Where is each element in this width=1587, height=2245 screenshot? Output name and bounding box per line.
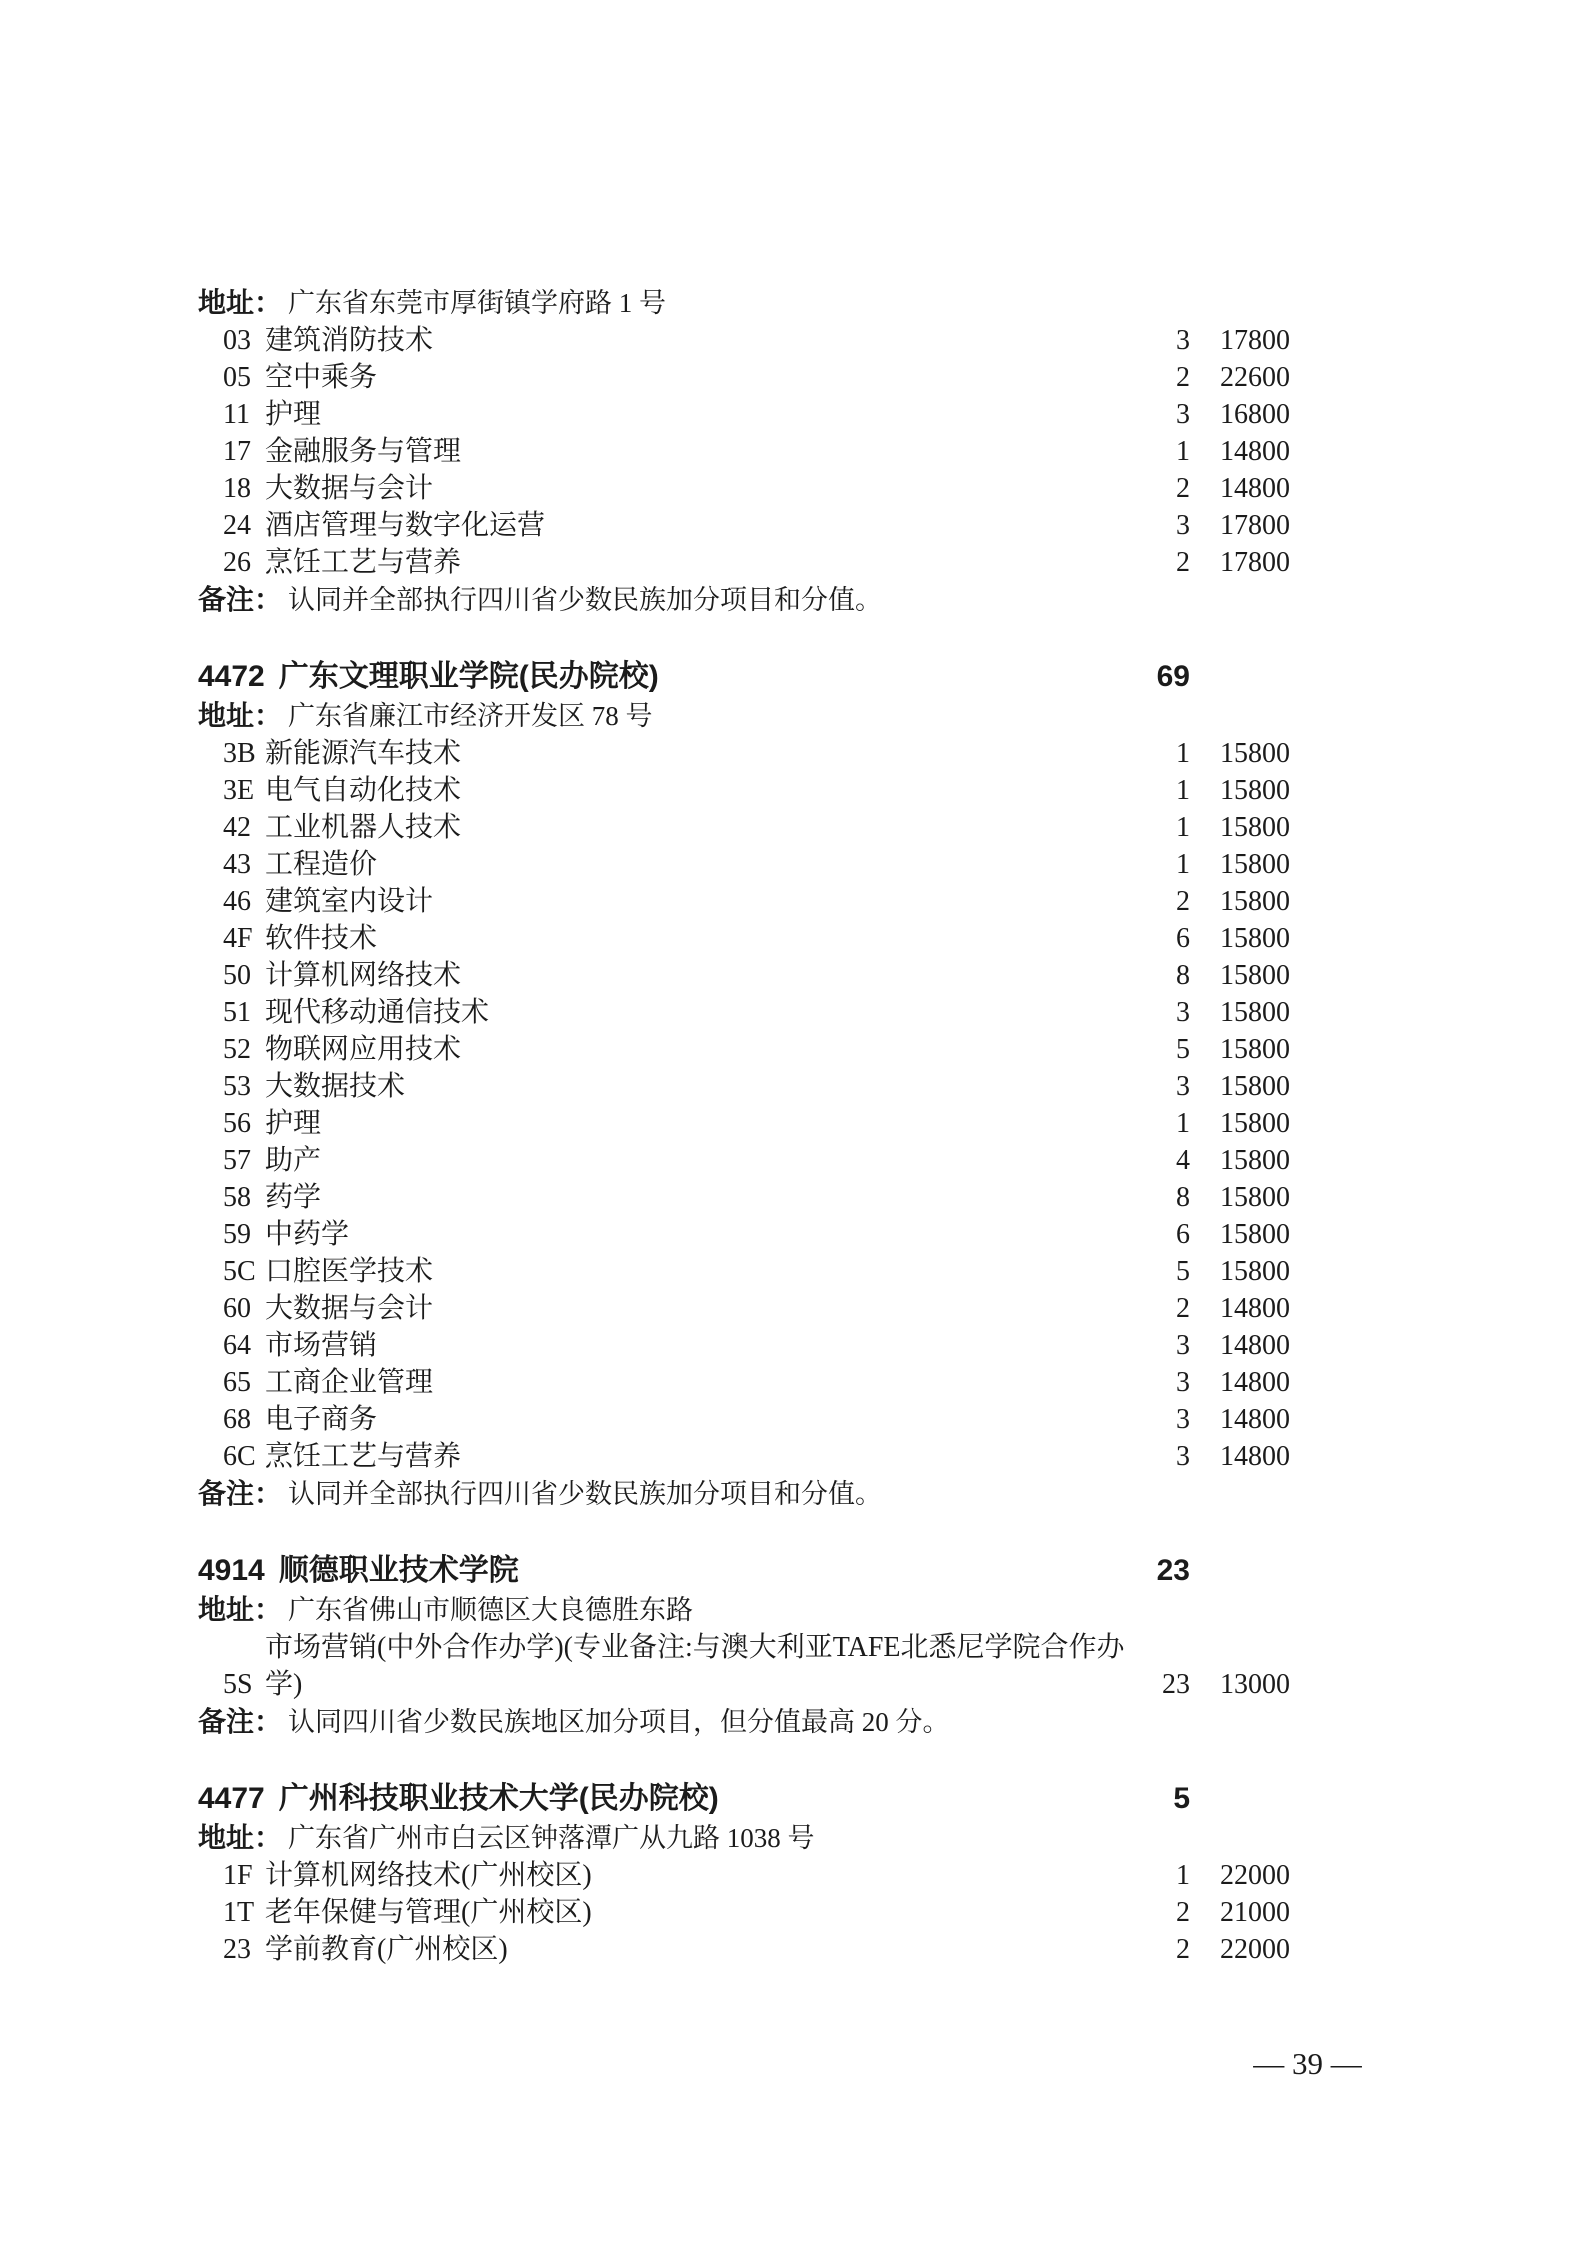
program-quota: 1: [1176, 1108, 1190, 1139]
program-code: 03: [223, 325, 251, 356]
program-fee: 15800: [1220, 923, 1290, 954]
program-list: [198, 322, 1290, 581]
program-row: [198, 809, 1290, 846]
program-name: 空中乘务: [265, 362, 378, 393]
program-fee: 14800: [1220, 473, 1290, 504]
document-content: [198, 284, 1290, 1968]
note-text: 认同并全部执行四川省少数民族加分项目和分值。: [288, 1479, 883, 1509]
program-code: 3E: [223, 775, 255, 806]
school-code: 4914: [198, 1554, 265, 1587]
program-quota: 3: [1176, 997, 1190, 1028]
program-name: 市场营销: [265, 1330, 378, 1361]
note-label: 备注：: [198, 584, 283, 615]
address-label: 地址：: [198, 287, 283, 318]
program-fee: 15800: [1220, 1219, 1290, 1250]
program-quota: 1: [1176, 436, 1190, 467]
program-row: [198, 322, 1290, 359]
program-row: [198, 470, 1290, 507]
school-header: [198, 656, 1290, 697]
program-name: 学前教育(广州校区): [265, 1934, 508, 1965]
program-name: 酒店管理与数字化运营: [265, 510, 546, 541]
program-quota: 23: [1162, 1669, 1190, 1700]
program-name: 大数据与会计: [265, 1293, 434, 1324]
program-quota: 3: [1176, 325, 1190, 356]
program-list: [198, 1629, 1290, 1703]
program-row: [198, 544, 1290, 581]
program-fee: 22600: [1220, 362, 1290, 393]
program-fee: 15800: [1220, 997, 1290, 1028]
program-quota: 4: [1176, 1145, 1190, 1176]
school-section: [198, 656, 1290, 1513]
program-name: 烹饪工艺与营养: [265, 547, 462, 578]
program-name: 物联网应用技术: [265, 1034, 462, 1065]
program-row: [198, 1894, 1290, 1931]
program-code: 53: [223, 1071, 251, 1102]
program-fee: 22000: [1220, 1860, 1290, 1891]
program-code: 5S: [223, 1669, 253, 1700]
program-code: 65: [223, 1367, 251, 1398]
program-fee: 15800: [1220, 960, 1290, 991]
program-fee: 14800: [1220, 436, 1290, 467]
school-section: [198, 1550, 1290, 1741]
school-total-quota: 69: [1156, 660, 1190, 693]
program-row: [198, 1105, 1290, 1142]
program-name: 护理: [265, 399, 322, 430]
school-name: 广东文理职业学院(民办院校): [278, 660, 659, 693]
program-name: 金融服务与管理: [265, 436, 462, 467]
program-quota: 2: [1176, 547, 1190, 578]
program-name: 药学: [265, 1182, 322, 1213]
note-line: [198, 1703, 1290, 1741]
program-fee: 21000: [1220, 1897, 1290, 1928]
school-section: [198, 1778, 1290, 1968]
program-row: [198, 883, 1290, 920]
program-fee: 17800: [1220, 325, 1290, 356]
program-quota: 2: [1176, 473, 1190, 504]
program-quota: 3: [1176, 1367, 1190, 1398]
program-quota: 3: [1176, 399, 1190, 430]
program-fee: 14800: [1220, 1441, 1290, 1472]
program-fee: 15800: [1220, 775, 1290, 806]
program-quota: 2: [1176, 886, 1190, 917]
program-list: [198, 1857, 1290, 1968]
program-code: 4F: [223, 923, 253, 954]
program-name: 中药学: [265, 1219, 350, 1250]
program-code: 60: [223, 1293, 251, 1324]
school-header: [198, 1550, 1290, 1591]
program-fee: 14800: [1220, 1330, 1290, 1361]
program-quota: 2: [1176, 1897, 1190, 1928]
address-line: [198, 1591, 1290, 1629]
school-header: [198, 1778, 1290, 1819]
program-row: [198, 1327, 1290, 1364]
note-text: 认同并全部执行四川省少数民族加分项目和分值。: [288, 585, 883, 615]
program-row: [198, 1401, 1290, 1438]
program-name: 老年保健与管理(广州校区): [265, 1897, 592, 1928]
program-fee: 15800: [1220, 886, 1290, 917]
program-quota: 5: [1176, 1256, 1190, 1287]
program-name: 电气自动化技术: [265, 775, 462, 806]
note-line: [198, 1475, 1290, 1513]
school-name: 顺德职业技术学院: [278, 1554, 519, 1587]
school-total-quota: 5: [1173, 1782, 1190, 1815]
program-name: 建筑消防技术: [265, 325, 434, 356]
address-label: 地址：: [198, 1594, 283, 1625]
program-name: 烹饪工艺与营养: [265, 1441, 462, 1472]
program-name: 大数据技术: [265, 1071, 406, 1102]
address-line: [198, 1819, 1290, 1857]
school-name: 广州科技职业技术大学(民办院校): [278, 1782, 719, 1815]
program-quota: 2: [1176, 1293, 1190, 1324]
program-quota: 6: [1176, 923, 1190, 954]
program-name: 工商企业管理: [265, 1367, 434, 1398]
program-fee: 17800: [1220, 510, 1290, 541]
program-name: 建筑室内设计: [265, 886, 434, 917]
program-name: 工业机器人技术: [265, 812, 462, 843]
program-name: 大数据与会计: [265, 473, 434, 504]
program-code: 5C: [223, 1256, 256, 1287]
program-fee: 17800: [1220, 547, 1290, 578]
program-name: 计算机网络技术(广州校区): [265, 1860, 592, 1891]
program-row: [198, 396, 1290, 433]
address-text: 广东省广州市白云区钟落潭广从九路 1038 号: [288, 1823, 815, 1853]
program-row: [198, 1290, 1290, 1327]
page-number: — 39 —: [1253, 2046, 1362, 2081]
program-name: 计算机网络技术: [265, 960, 462, 991]
program-row: [198, 1857, 1290, 1894]
program-fee: 15800: [1220, 1182, 1290, 1213]
program-name: 助产: [265, 1145, 322, 1176]
program-code: 51: [223, 997, 251, 1028]
address-line: [198, 697, 1290, 735]
program-fee: 15800: [1220, 849, 1290, 880]
note-text: 认同四川省少数民族地区加分项目，但分值最高 20 分。: [288, 1707, 950, 1737]
program-fee: 15800: [1220, 1108, 1290, 1139]
program-code: 46: [223, 886, 251, 917]
program-name: 新能源汽车技术: [265, 738, 462, 769]
program-code: 58: [223, 1182, 251, 1213]
program-name: 现代移动通信技术: [265, 997, 490, 1028]
school-total-quota: 23: [1156, 1554, 1190, 1587]
program-row: [198, 846, 1290, 883]
program-row: [198, 433, 1290, 470]
program-quota: 3: [1176, 1071, 1190, 1102]
program-fee: 14800: [1220, 1293, 1290, 1324]
program-row: [198, 735, 1290, 772]
program-row: [198, 772, 1290, 809]
school-section: [198, 284, 1290, 619]
program-row: [198, 1253, 1290, 1290]
program-fee: 16800: [1220, 399, 1290, 430]
program-fee: 15800: [1220, 1034, 1290, 1065]
program-fee: 15800: [1220, 738, 1290, 769]
program-row: [198, 1068, 1290, 1105]
program-quota: 3: [1176, 1441, 1190, 1472]
program-fee: 15800: [1220, 1071, 1290, 1102]
program-quota: 3: [1176, 1404, 1190, 1435]
program-name: 护理: [265, 1108, 322, 1139]
program-quota: 1: [1176, 849, 1190, 880]
program-code: 43: [223, 849, 251, 880]
program-row: [198, 359, 1290, 396]
program-name: 市场营销(中外合作办学)(专业备注:与澳大利亚TAFE北悉尼学院合作办学): [265, 1632, 1125, 1700]
address-label: 地址：: [198, 700, 283, 731]
program-quota: 5: [1176, 1034, 1190, 1065]
program-fee: 13000: [1220, 1669, 1290, 1700]
program-code: 23: [223, 1934, 251, 1965]
note-label: 备注：: [198, 1706, 283, 1737]
program-name: 口腔医学技术: [265, 1256, 434, 1287]
address-text: 广东省佛山市顺德区大良德胜东路: [288, 1595, 694, 1625]
address-text: 广东省东莞市厚街镇学府路 1 号: [288, 288, 667, 318]
program-name: 软件技术: [265, 923, 378, 954]
program-quota: 1: [1176, 738, 1190, 769]
program-name: 工程造价: [265, 849, 378, 880]
program-quota: 2: [1176, 1934, 1190, 1965]
program-quota: 8: [1176, 1182, 1190, 1213]
program-quota: 1: [1176, 775, 1190, 806]
program-row: [198, 1438, 1290, 1475]
school-code: 4472: [198, 660, 265, 693]
program-code: 59: [223, 1219, 251, 1250]
program-code: 1F: [223, 1860, 253, 1891]
program-row: [198, 994, 1290, 1031]
program-row: [198, 957, 1290, 994]
program-code: 52: [223, 1034, 251, 1065]
program-row: [198, 1629, 1290, 1703]
program-row: [198, 1142, 1290, 1179]
program-code: 68: [223, 1404, 251, 1435]
program-code: 50: [223, 960, 251, 991]
program-fee: 14800: [1220, 1404, 1290, 1435]
program-row: [198, 920, 1290, 957]
program-row: [198, 1364, 1290, 1401]
program-name: 电子商务: [265, 1404, 378, 1435]
address-line: [198, 284, 1290, 322]
program-code: 11: [223, 399, 250, 430]
program-quota: 1: [1176, 1860, 1190, 1891]
program-code: 42: [223, 812, 251, 843]
program-code: 26: [223, 547, 251, 578]
program-code: 24: [223, 510, 251, 541]
address-label: 地址：: [198, 1822, 283, 1853]
program-quota: 3: [1176, 510, 1190, 541]
program-row: [198, 1931, 1290, 1968]
program-row: [198, 1031, 1290, 1068]
note-label: 备注：: [198, 1478, 283, 1509]
program-quota: 2: [1176, 362, 1190, 393]
program-fee: 14800: [1220, 1367, 1290, 1398]
program-quota: 1: [1176, 812, 1190, 843]
address-text: 广东省廉江市经济开发区 78 号: [288, 701, 653, 731]
program-code: 64: [223, 1330, 251, 1361]
program-code: 17: [223, 436, 251, 467]
program-code: 6C: [223, 1441, 256, 1472]
program-fee: 22000: [1220, 1934, 1290, 1965]
program-code: 3B: [223, 738, 256, 769]
program-quota: 6: [1176, 1219, 1190, 1250]
program-code: 57: [223, 1145, 251, 1176]
program-code: 18: [223, 473, 251, 504]
program-code: 1T: [223, 1897, 255, 1928]
program-list: [198, 735, 1290, 1475]
program-fee: 15800: [1220, 1256, 1290, 1287]
program-row: [198, 1179, 1290, 1216]
program-code: 56: [223, 1108, 251, 1139]
program-row: [198, 1216, 1290, 1253]
school-code: 4477: [198, 1782, 265, 1815]
program-fee: 15800: [1220, 812, 1290, 843]
program-quota: 3: [1176, 1330, 1190, 1361]
program-fee: 15800: [1220, 1145, 1290, 1176]
note-line: [198, 581, 1290, 619]
program-quota: 8: [1176, 960, 1190, 991]
program-code: 05: [223, 362, 251, 393]
program-row: [198, 507, 1290, 544]
